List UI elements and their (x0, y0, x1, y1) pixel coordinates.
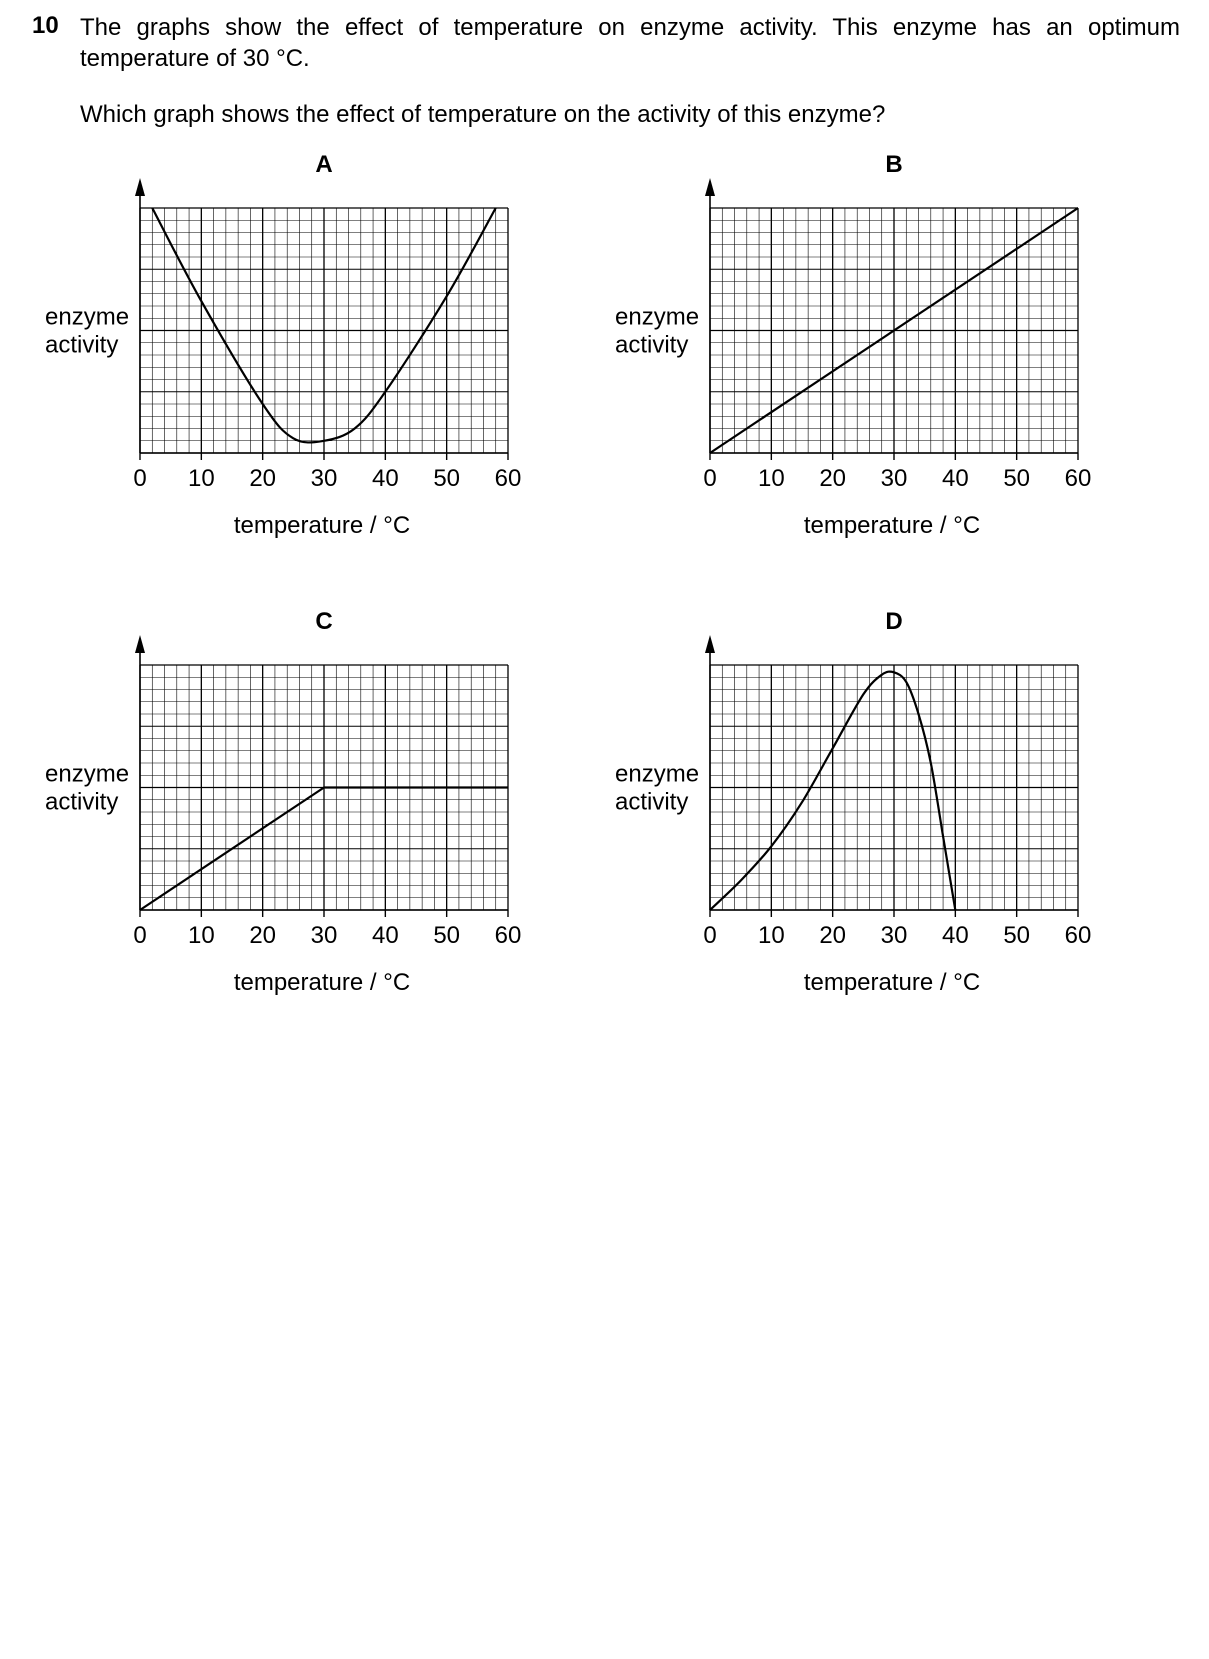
grid (710, 665, 1078, 910)
graph-panel-a (30, 148, 590, 568)
x-tick-label: 0 (703, 465, 717, 492)
x-tick-label: 40 (941, 922, 969, 949)
graph-a-label: A (315, 151, 333, 178)
x-tick-label: 10 (187, 922, 215, 949)
question-text: The graphs show the effect of temperature on enzyme activity. This enzyme has an optimum temperature of 30 °C. (80, 14, 1180, 72)
x-axis-label: temperature / °C (233, 512, 411, 539)
question-number: 10 (32, 12, 59, 39)
x-tick-label: 0 (133, 465, 147, 492)
x-axis-label: temperature / °C (233, 969, 411, 996)
x-tick-label: 20 (249, 922, 277, 949)
graph-panel-d (600, 605, 1160, 1025)
x-axis-label: temperature / °C (803, 969, 981, 996)
grid (140, 208, 508, 453)
x-tick-label: 20 (249, 465, 277, 492)
x-tick-label: 50 (433, 922, 461, 949)
x-tick-label: 30 (310, 922, 338, 949)
graph-b-label: B (885, 151, 903, 178)
y-axis-label: enzyme activity (615, 760, 700, 816)
y-axis-arrow (135, 635, 145, 653)
y-axis-label: enzyme activity (45, 760, 130, 816)
x-tick-label: 20 (819, 465, 847, 492)
y-axis-arrow (135, 178, 145, 196)
graph-d-label: D (885, 608, 903, 635)
question-prompt: Which graph shows the effect of temperature on the activity of this enzyme? (80, 101, 886, 128)
x-tick-label: 30 (880, 465, 908, 492)
x-tick-label: 50 (433, 465, 461, 492)
x-tick-label: 0 (133, 922, 147, 949)
x-tick-label: 10 (757, 465, 785, 492)
x-tick-label: 10 (757, 922, 785, 949)
graph-panel-b (600, 148, 1160, 568)
x-tick-label: 0 (703, 922, 717, 949)
x-tick-label: 40 (371, 465, 399, 492)
x-tick-label: 60 (494, 922, 522, 949)
y-axis-label: enzyme activity (615, 303, 700, 359)
graph-c-label: C (315, 608, 333, 635)
x-axis-label: temperature / °C (803, 512, 981, 539)
graph-panel-c (30, 605, 590, 1025)
x-tick-label: 60 (494, 465, 522, 492)
graph-b (600, 148, 1160, 568)
x-tick-label: 50 (1003, 922, 1031, 949)
graph-a (30, 148, 590, 568)
y-axis-arrow (705, 178, 715, 196)
x-tick-label: 60 (1064, 465, 1092, 492)
x-tick-label: 40 (941, 465, 969, 492)
graph-c (30, 605, 590, 1025)
y-axis-label: enzyme activity (45, 303, 130, 359)
x-tick-label: 10 (187, 465, 215, 492)
x-tick-label: 30 (880, 922, 908, 949)
x-tick-label: 30 (310, 465, 338, 492)
x-tick-label: 50 (1003, 465, 1031, 492)
x-tick-label: 60 (1064, 922, 1092, 949)
x-tick-label: 40 (371, 922, 399, 949)
graph-d (600, 605, 1160, 1025)
x-tick-label: 20 (819, 922, 847, 949)
y-axis-arrow (705, 635, 715, 653)
